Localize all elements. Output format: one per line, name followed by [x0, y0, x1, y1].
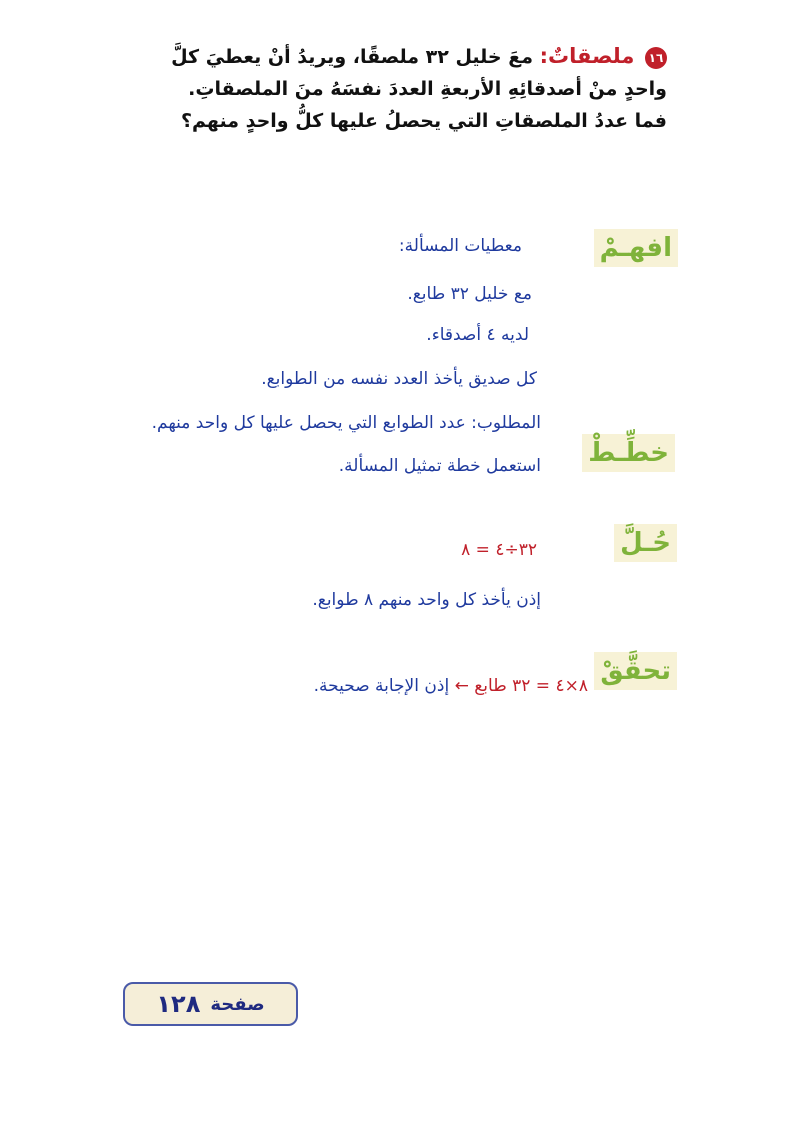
question-number: ١٦: [645, 47, 667, 69]
arrow-icon: ←: [454, 676, 469, 696]
solve-conclusion: إذن يأخذ كل واحد منهم ٨ طوابع.: [312, 590, 541, 610]
problem-title: ملصقاتٌ:: [539, 44, 635, 68]
given-3: كل صديق يأخذ العدد نفسه من الطوابع.: [261, 369, 537, 389]
solve-label: حُـلَّ: [614, 524, 677, 562]
plan-text: استعمل خطة تمثيل المسألة.: [338, 456, 541, 476]
plan-label: خطِّـطْ: [582, 434, 675, 472]
page-number-box: [123, 982, 298, 1026]
problem-statement: [122, 40, 667, 137]
required: المطلوب: عدد الطوابع التي يحصل عليها كل واحد منهم.: [151, 413, 541, 433]
check-conclusion: إذن الإجابة صحيحة.: [313, 676, 450, 696]
problem-text-1: معَ خليل ٣٢ ملصقًا، ويريدُ أنْ يعطيَ كلَّ: [171, 46, 533, 68]
givens-heading: معطيات المسألة:: [398, 236, 522, 256]
problem-line-1: [122, 40, 667, 73]
given-2: لديه ٤ أصدقاء.: [426, 325, 529, 345]
page-word: صفحة: [210, 993, 265, 1015]
solve-equation: ٣٢÷٤ = ٨: [461, 540, 537, 560]
check-line: [314, 676, 588, 696]
check-label: تحقَّقْ: [594, 652, 677, 690]
given-1: مع خليل ٣٢ طابع.: [407, 284, 532, 304]
problem-line-3: فما عددُ الملصقاتِ التي يحصلُ عليها كلُّ واحدٍ منهم؟: [181, 110, 667, 132]
understand-label: افهـمْ: [594, 229, 678, 267]
check-equation: ٨×٤ = ٣٢ طابع: [474, 676, 588, 696]
page-number: ١٢٨: [156, 990, 201, 1018]
problem-line-2: واحدٍ منْ أصدقائِهِ الأربعةِ العددَ نفسَهُ منَ الملصقاتِ.: [188, 78, 667, 100]
